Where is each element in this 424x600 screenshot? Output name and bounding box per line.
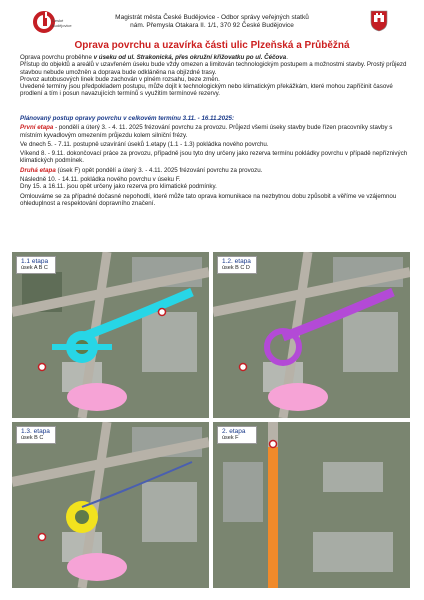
- map-stage-1-3: [12, 422, 209, 588]
- map-label: 1.3. etapa úsek B C: [16, 426, 56, 444]
- header-line-2: nám. Přemysla Otakara II. 1/1, 370 92 České Budějovice: [130, 22, 294, 29]
- logo-caption: České Budějovice: [52, 18, 72, 28]
- coat-of-arms-icon: [370, 10, 388, 32]
- page-title: Oprava povrchu a uzavírka části ulic Plzeňská a Průběžná: [74, 40, 350, 51]
- map-stage-1-1: [12, 252, 209, 418]
- header-line-1: Magistrát města České Budějovice - Odbor správy veřejných statků: [115, 14, 309, 21]
- map-stage-2: [213, 422, 410, 588]
- map-label: 1.2. etapa úsek B C D: [217, 256, 257, 274]
- stage-maps: [12, 252, 412, 592]
- intro-text: Oprava povrchu proběhne v úseku od ul. Strakonická, přes okružní křižovatku po ul. Čéčova. Přístup do objektů a areálů v uzavřeném úseku bude vždy omezen a limitován technologickým postupem a možnostmi stavby. Prostý průjezd stavbou nebude umožněn a doprava bude odkláněna na objízdné trasy. Provoz autobusových linek bude zachován v plném rozsahu, beze změn. Uvedené termíny jsou předpokladem postupu, může dojít k technologickým nebo klimatickým překážkám, které mohou zapříčinit časové prodlení a tím i posun navazujících termínů s využitím termínové rezervy.: [20, 54, 407, 98]
- header-address: [80, 14, 344, 30]
- closing-text: Omlouváme se za případné dočasné nepohodlí, které může tato oprava komunikace na nezbytnou dobu způsobit a věříme ve vzájemnou ohleduplnost a respektování dopravního značení.: [20, 192, 397, 207]
- schedule-section: Plánovaný postup opravy povrchu v celkovém termínu 3.11. - 16.11.2025: První etapa - pondělí a úterý 3. - 4. 11. 2025 frézování povrchu za provozu. Průjezd všemi úseky stavby bude řízen pracovníky stavby s místním kyvadlovým omezením průjezdu kolem silniční frézy. Ve dnech 5. - 7.11. postupně uzavírání úseků 1.etapy (1.1 - 1.3) pokládka nového povrchu. Víkend 8. - 9.11. dokončovací práce za provozu, případně jsou tyto dny určeny jako rezerva termínu pokládky povrchu v případě nepříznivých klimatických podmínek. Druhá etapa (úsek F) opět pondělí a úterý 3. - 4.11. 2025 frézování povrchu za provozu. Následně 10. - 14.11. pokládka nového povrchu v úseku F. Dny 15. a 16.11. jsou opět určeny jako rezerva pro klimatické podmínky. Omlouváme se za případné dočasné nepohodlí, které může tato oprava komunikace na nezbytnou dobu způsobit a věříme ve vzájemnou ohleduplnost a respektování dopravního značení.: [20, 115, 412, 209]
- map-label: 1.1 etapa úsek A B C: [16, 256, 56, 274]
- schedule-heading: Plánovaný postup opravy povrchu v celkovém termínu 3.11. - 16.11.2025:: [20, 115, 235, 122]
- map-label: 2. etapa úsek F: [217, 426, 257, 444]
- header: [0, 6, 424, 40]
- map-stage-1-2: [213, 252, 410, 418]
